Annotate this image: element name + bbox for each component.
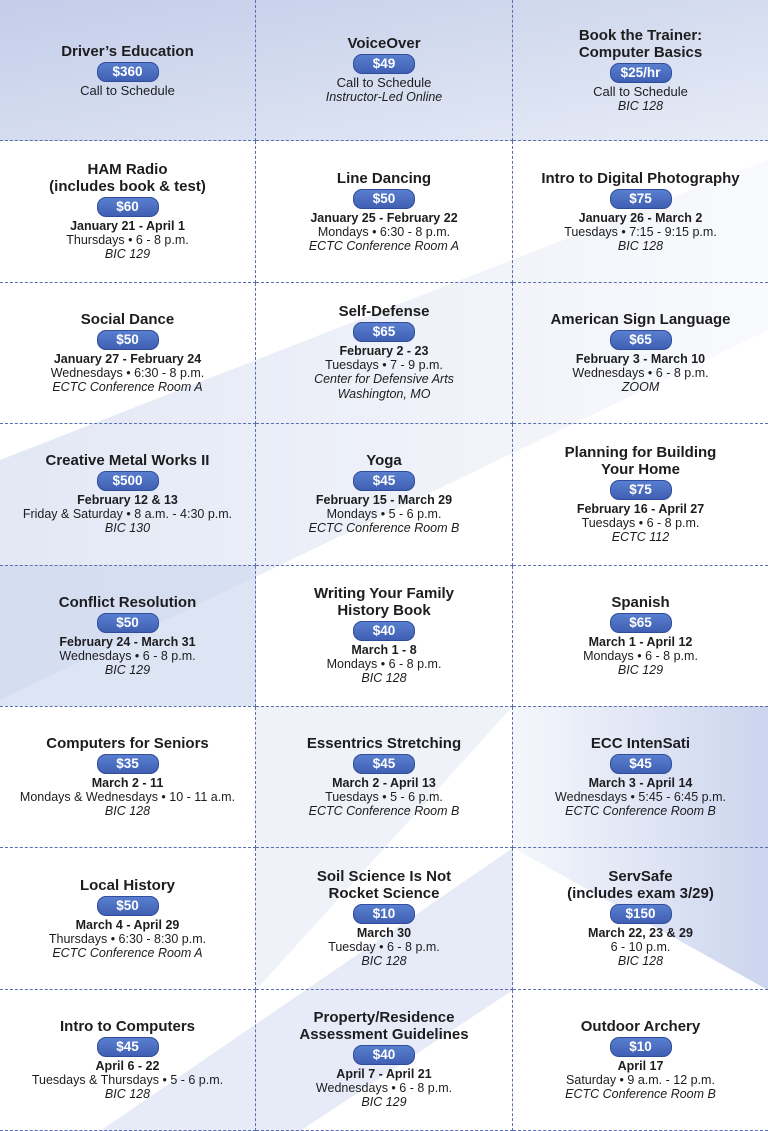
course-location: BIC 128 [617,98,664,113]
price-badge-wrapper [97,752,159,776]
price-badge: $45 [353,754,415,774]
course-schedule: Tuesdays • 6 - 8 p.m. [581,515,700,530]
course-dates: February 24 - March 31 [59,634,196,649]
course-schedule: Wednesdays • 5:45 - 6:45 p.m. [555,790,726,805]
price-badge: $50 [97,613,159,633]
course-schedule: 6 - 10 p.m. [610,940,671,955]
course-title: VoiceOver [347,35,421,53]
course-card [0,566,256,707]
course-schedule: Saturday • 9 a.m. - 12 p.m. [566,1072,715,1087]
course-title: Line Dancing [336,169,432,187]
price-badge: $65 [610,330,672,350]
course-location: Instructor-Led Online [325,90,443,105]
course-dates: April 17 [617,1058,664,1073]
course-dates: February 16 - April 27 [576,501,705,516]
course-card [0,848,256,989]
course-card [513,141,768,282]
price-badge: $49 [353,54,415,74]
price-badge: $40 [353,621,415,641]
course-location: BIC 129 [617,662,664,677]
price-badge: $60 [97,197,159,217]
price-badge-wrapper [610,611,672,635]
price-badge-wrapper [353,1043,415,1067]
course-location: ECTC Conference Room B [308,804,460,819]
course-dates: January 26 - March 2 [578,210,703,225]
course-card [0,283,256,424]
course-title: Planning for Building Your Home [564,443,717,478]
course-schedule: Friday & Saturday • 8 a.m. - 4:30 p.m. [22,507,233,522]
course-schedule: Mondays • 6:30 - 8 p.m. [317,224,451,239]
course-title: Essentrics Stretching [306,735,462,753]
price-badge-wrapper [353,752,415,776]
course-title: ServSafe (includes exam 3/29) [567,868,714,903]
price-badge: $75 [610,480,672,500]
course-schedule: Wednesdays • 6 - 8 p.m. [59,648,196,663]
course-schedule: Thursdays • 6:30 - 8:30 p.m. [48,931,207,946]
course-schedule: Tuesdays & Thursdays • 5 - 6 p.m. [31,1072,224,1087]
course-schedule: Tuesdays • 7:15 - 9:15 p.m. [564,224,717,239]
price-badge-wrapper [97,1035,159,1059]
course-schedule: Mondays • 6 - 8 p.m. [583,648,698,663]
price-badge: $50 [97,896,159,916]
course-schedule: Wednesdays • 6 - 8 p.m. [315,1081,453,1096]
course-dates: March 2 - 11 [91,776,164,791]
course-dates: January 21 - April 1 [70,219,185,234]
course-card [0,141,256,282]
course-dates: February 2 - 23 [339,344,429,359]
course-title: Self-Defense [338,303,430,321]
course-title: Book the Trainer: Computer Basics [578,26,703,61]
course-card [256,141,513,282]
price-badge: $40 [353,1045,415,1065]
course-location: Center for Defensive Arts Washington, MO [314,372,454,402]
course-location: BIC 128 [104,1086,151,1101]
price-badge: $360 [97,62,159,82]
course-dates: February 3 - March 10 [575,351,706,366]
course-dates: March 1 - 8 [351,643,417,658]
course-title: ECC IntenSati [590,735,691,753]
course-title: Social Dance [80,310,175,328]
price-badge-wrapper [97,611,159,635]
course-schedule: Thursdays • 6 - 8 p.m. [66,233,189,248]
course-location: BIC 129 [104,662,151,677]
course-dates: April 7 - April 21 [336,1067,432,1082]
course-card [513,424,768,565]
course-title: American Sign Language [550,310,731,328]
course-card [0,990,256,1131]
course-dates: March 1 - April 12 [588,634,693,649]
price-badge-wrapper [97,894,159,918]
course-card [256,0,513,141]
course-card [256,283,513,424]
course-location: ECTC Conference Room A [52,379,203,394]
course-card [513,566,768,707]
course-card [0,707,256,848]
course-location: BIC 128 [617,954,664,969]
price-badge: $45 [610,754,672,774]
price-badge-wrapper [353,902,415,926]
course-dates: March 3 - April 14 [588,776,693,791]
course-card [513,848,768,989]
price-badge-wrapper [610,328,672,352]
course-title: HAM Radio (includes book & test) [49,161,206,196]
price-badge-wrapper [353,619,415,643]
course-title: Outdoor Archery [580,1017,701,1035]
course-card [513,0,768,141]
course-card [256,424,513,565]
course-location: ECTC 112 [611,529,670,544]
price-badge: $65 [353,322,415,342]
price-badge-wrapper [610,61,672,85]
course-title: Spanish [611,593,670,611]
course-card [0,0,256,141]
course-location: ECTC Conference Room B [565,1086,716,1101]
price-badge: $75 [610,189,672,209]
course-schedule: Wednesdays • 6:30 - 8 p.m. [50,365,205,380]
course-dates: February 15 - March 29 [315,493,453,508]
course-title: Intro to Computers [60,1017,195,1035]
price-badge-wrapper [353,320,415,344]
course-schedule: Call to Schedule [80,82,175,98]
course-schedule: Wednesdays • 6 - 8 p.m. [572,365,709,380]
course-title: Local History [79,876,176,894]
course-dates: March 22, 23 & 29 [588,926,693,941]
course-title: Soil Science Is Not Rocket Science [316,868,452,903]
price-badge-wrapper [97,195,159,219]
price-badge: $45 [353,471,415,491]
course-location: ECTC Conference Room B [565,804,716,819]
course-title: Driver’s Education [61,42,194,60]
course-schedule: Mondays • 5 - 6 p.m. [326,507,442,522]
price-badge: $10 [353,904,415,924]
course-schedule: Tuesdays • 5 - 6 p.m. [325,790,443,805]
course-title: Property/Residence Assessment Guidelines [299,1009,469,1044]
course-location: BIC 128 [104,804,151,819]
price-badge: $35 [97,754,159,774]
course-card [256,990,513,1131]
course-card [513,990,768,1131]
price-badge-wrapper [610,902,672,926]
course-schedule: Tuesdays • 7 - 9 p.m. [325,358,443,373]
course-title: Computers for Seniors [46,735,209,753]
course-title: Writing Your Family History Book [313,585,455,620]
course-location: BIC 128 [617,238,664,253]
course-card [256,848,513,989]
course-location: ECTC Conference Room A [52,945,203,960]
price-badge: $10 [610,1037,672,1057]
price-badge: $50 [353,189,415,209]
course-dates: January 25 - February 22 [310,210,458,225]
course-card [513,707,768,848]
price-badge: $45 [97,1037,159,1057]
course-dates: March 4 - April 29 [75,917,180,932]
course-schedule: Tuesday • 6 - 8 p.m. [328,940,440,955]
course-card [256,707,513,848]
course-dates: January 27 - February 24 [53,351,202,366]
price-badge-wrapper [353,469,415,493]
price-badge: $50 [97,330,159,350]
course-location: BIC 129 [104,247,151,262]
course-title: Conflict Resolution [58,593,197,611]
price-badge-wrapper [97,60,159,84]
price-badge-wrapper [353,52,415,76]
course-title: Intro to Digital Photography [541,169,740,187]
price-badge-wrapper [610,752,672,776]
course-schedule: Mondays & Wednesdays • 10 - 11 a.m. [19,790,236,805]
course-location: BIC 128 [361,671,407,686]
course-schedule: Call to Schedule [336,75,432,91]
course-card [513,283,768,424]
price-badge-wrapper [97,469,159,493]
course-location: BIC 128 [361,954,407,969]
course-location: BIC 129 [361,1095,407,1110]
course-dates: March 2 - April 13 [332,776,436,791]
course-title: Creative Metal Works II [45,452,210,470]
course-location: BIC 130 [104,521,151,536]
price-badge-wrapper [97,328,159,352]
course-schedule: Call to Schedule [593,83,688,99]
course-card [0,424,256,565]
price-badge-wrapper [610,478,672,502]
price-badge-wrapper [610,187,672,211]
course-location: ECTC Conference Room A [308,238,460,253]
price-badge-wrapper [610,1035,672,1059]
price-badge: $150 [610,904,672,924]
price-badge: $65 [610,613,672,633]
price-badge-wrapper [353,187,415,211]
course-location: ECTC Conference Room B [308,521,460,536]
course-title: Yoga [366,452,402,470]
course-dates: March 30 [356,926,412,941]
course-schedule: Mondays • 6 - 8 p.m. [326,657,442,672]
price-badge: $500 [97,471,159,491]
price-badge: $25/hr [610,63,672,83]
course-dates: February 12 & 13 [77,493,178,508]
course-dates: April 6 - 22 [95,1058,160,1073]
course-card [256,566,513,707]
course-location: ZOOM [621,379,660,394]
